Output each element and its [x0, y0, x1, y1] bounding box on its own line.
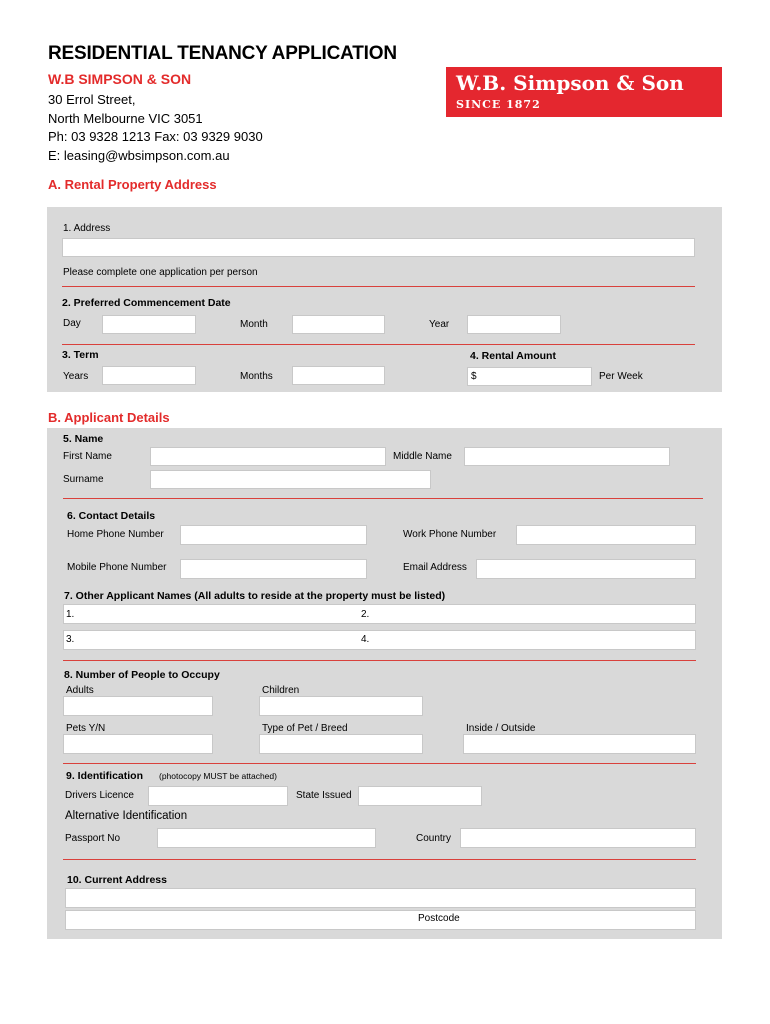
number-of-people-label: 8. Number of People to Occupy — [64, 669, 220, 681]
month-input[interactable] — [292, 315, 385, 334]
applicant-3-number: 3. — [66, 634, 75, 645]
address-label: 1. Address — [63, 223, 111, 234]
photocopy-note: (photocopy MUST be attached) — [159, 771, 277, 781]
other-applicants-row-2[interactable] — [63, 630, 696, 650]
country-label: Country — [416, 833, 452, 844]
current-address-line-2[interactable] — [65, 910, 696, 930]
work-phone-label: Work Phone Number — [403, 529, 497, 540]
inside-outside-label: Inside / Outside — [466, 723, 536, 734]
passport-label: Passport No — [65, 833, 121, 844]
month-label: Month — [240, 319, 268, 330]
home-phone-label: Home Phone Number — [67, 529, 164, 540]
middle-name-input[interactable] — [464, 447, 670, 466]
middle-name-label: Middle Name — [393, 451, 452, 462]
rental-amount-label: 4. Rental Amount — [470, 350, 556, 362]
rental-amount-input[interactable] — [467, 367, 592, 386]
divider — [62, 344, 695, 345]
name-label: 5. Name — [63, 433, 104, 445]
email-label: Email Address — [403, 562, 467, 573]
commencement-date-label: 2. Preferred Commencement Date — [62, 297, 231, 309]
company-address — [48, 91, 263, 165]
divider — [63, 660, 696, 661]
other-applicants-label: 7. Other Applicant Names (All adults to reside at the property must be listed) — [64, 590, 446, 602]
pets-input[interactable] — [63, 734, 213, 754]
day-label: Day — [63, 318, 81, 329]
email-address: E: leasing@wbsimpson.com.au — [48, 147, 230, 163]
term-label: 3. Term — [62, 349, 99, 361]
home-phone-input[interactable] — [180, 525, 367, 545]
page-title: RESIDENTIAL TENANCY APPLICATION — [48, 43, 397, 64]
mobile-phone-input[interactable] — [180, 559, 367, 579]
current-address-label: 10. Current Address — [67, 874, 167, 886]
children-input[interactable] — [259, 696, 423, 716]
address-line-2: North Melbourne VIC 3051 — [48, 110, 203, 126]
phone-fax: Ph: 03 9328 1213 Fax: 03 9329 9030 — [48, 129, 263, 144]
applicant-1-number: 1. — [66, 609, 75, 620]
section-b-heading: B. Applicant Details — [48, 410, 170, 425]
applicant-4-number: 4. — [361, 634, 370, 645]
logo-name: W.B. Simpson & Son — [456, 71, 684, 95]
year-input[interactable] — [467, 315, 561, 334]
pet-type-input[interactable] — [259, 734, 423, 754]
logo-since: SINCE 1872 — [456, 98, 541, 111]
years-label: Years — [63, 371, 89, 382]
first-name-input[interactable] — [150, 447, 386, 466]
adults-input[interactable] — [63, 696, 213, 716]
work-phone-input[interactable] — [516, 525, 696, 545]
inside-outside-input[interactable] — [463, 734, 696, 754]
company-logo — [446, 67, 722, 117]
current-address-input[interactable] — [65, 888, 696, 908]
alternative-id-label: Alternative Identification — [65, 810, 188, 822]
section-a-heading: A. Rental Property Address — [48, 177, 217, 192]
dollar-sign: $ — [471, 371, 477, 382]
children-label: Children — [262, 685, 300, 696]
state-issued-input[interactable] — [358, 786, 482, 806]
postcode-label: Postcode — [418, 913, 460, 924]
identification-label: 9. Identification — [66, 770, 144, 782]
year-label: Year — [429, 319, 450, 330]
email-input[interactable] — [476, 559, 696, 579]
pets-label: Pets Y/N — [66, 723, 106, 734]
state-issued-label: State Issued — [296, 790, 352, 801]
address-line-1: 30 Errol Street, — [48, 92, 136, 107]
other-applicants-row-1[interactable] — [63, 604, 696, 624]
adults-label: Adults — [66, 685, 94, 696]
divider — [63, 763, 696, 764]
first-name-label: First Name — [63, 451, 112, 462]
surname-label: Surname — [63, 474, 104, 485]
term-months-input[interactable] — [292, 366, 385, 385]
surname-input[interactable] — [150, 470, 431, 489]
drivers-licence-input[interactable] — [148, 786, 288, 806]
mobile-phone-label: Mobile Phone Number — [67, 562, 167, 573]
per-week-label: Per Week — [599, 371, 643, 382]
section-b-panel — [47, 428, 722, 939]
term-years-input[interactable] — [102, 366, 196, 385]
property-address-input[interactable] — [62, 238, 695, 257]
divider — [62, 286, 695, 287]
pet-type-label: Type of Pet / Breed — [262, 723, 348, 734]
one-application-note: Please complete one application per person — [63, 267, 258, 278]
day-input[interactable] — [102, 315, 196, 334]
drivers-licence-label: Drivers Licence — [65, 790, 134, 801]
passport-input[interactable] — [157, 828, 376, 848]
applicant-2-number: 2. — [361, 609, 370, 620]
country-input[interactable] — [460, 828, 696, 848]
contact-details-label: 6. Contact Details — [67, 510, 156, 522]
months-label: Months — [240, 371, 273, 382]
divider — [63, 859, 696, 860]
company-name: W.B SIMPSON & SON — [48, 71, 192, 87]
divider — [63, 498, 703, 499]
